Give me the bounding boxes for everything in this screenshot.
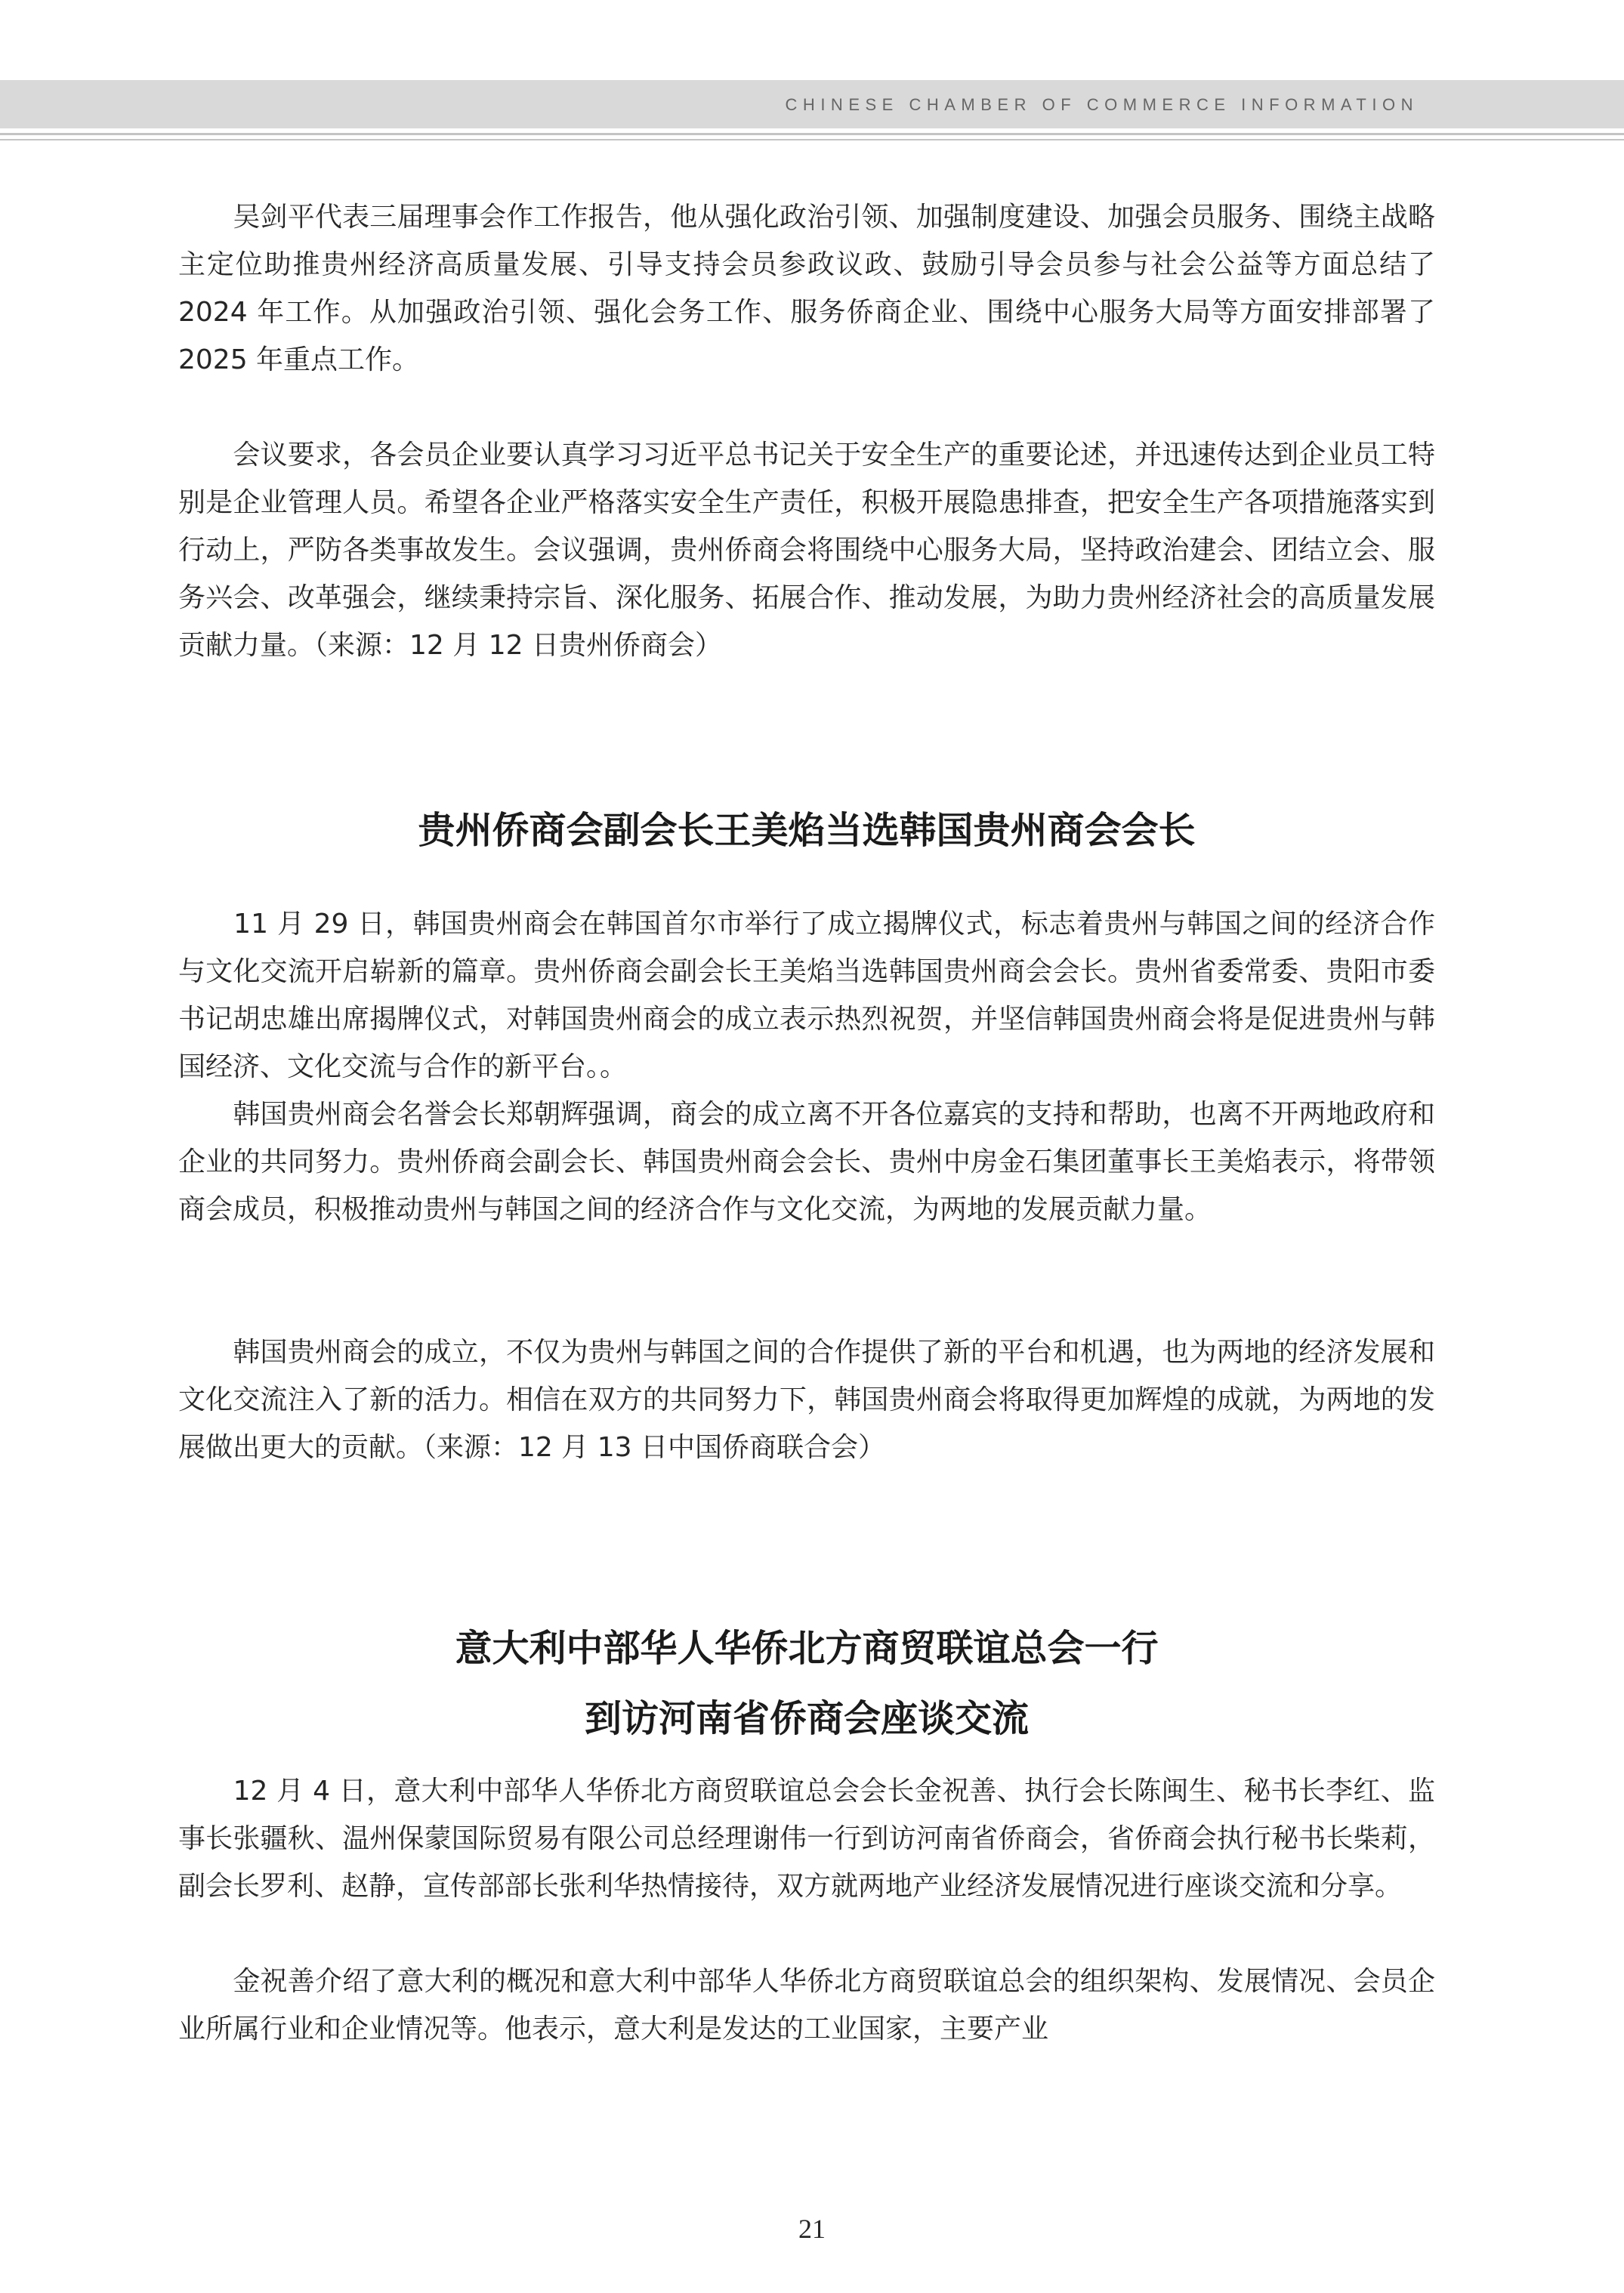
page-number: 21 [798,2214,826,2244]
paragraph: 韩国贵州商会的成立，不仅为贵州与韩国之间的合作提供了新的平台和机遇，也为两地的经济发展和文化交流注入了新的活力。相信在双方的共同努力下，韩国贵州商会将取得更加辉煌的成就，为两地的发展做出更大的贡献。（来源：12 月 13 日中国侨商联合会） [178,1337,1435,1463]
article-title-line-2: 到访河南省侨商会座谈交流 [584,1697,1029,1740]
paragraph: 韩国贵州商会名誉会长郑朝辉强调，商会的成立离不开各位嘉宾的支持和帮助，也离不开两地政府和企业的共同努力。贵州侨商会副会长、韩国贵州商会会长、贵州中房金石集团董事长王美焰表示，将带领商会成员，积极推动贵州与韩国之间的经济合作与文化交流，为两地的发展贡献力量。 [178,1099,1435,1225]
header-rule [0,133,1624,135]
paragraph: 会议要求，各会员企业要认真学习习近平总书记关于安全生产的重要论述，并迅速传达到企业员工特别是企业管理人员。希望各企业严格落实安全生产责任，积极开展隐患排查，把安全生产各项措施落实到行动上，严防各类事故发生。会议强调，贵州侨商会将围绕中心服务大局，坚持政治建会、团结立会、服务兴会、改革强会，继续秉持宗旨、深化服务、拓展合作、推动发展，为助力贵州经济社会的高质量发展贡献力量。（来源：12 月 12 日贵州侨商会） [178,440,1435,661]
paragraph: 11 月 29 日，韩国贵州商会在韩国首尔市举行了成立揭牌仪式，标志着贵州与韩国之间的经济合作与文化交流开启崭新的篇章。贵州侨商会副会长王美焰当选韩国贵州商会会长。贵州省委常委、贵阳市委书记胡忠雄出席揭牌仪式，对韩国贵州商会的成立表示热烈祝贺，并坚信韩国贵州商会将是促进贵州与韩国经济、文化交流与合作的新平台。。 [178,909,1435,1082]
article-title: 贵州侨商会副会长王美焰当选韩国贵州商会会长 [418,809,1196,852]
paragraph: 12 月 4 日，意大利中部华人华侨北方商贸联谊总会会长金祝善、执行会长陈闽生、秘书长李红、监事长张疆秋、温州保蒙国际贸易有限公司总经理谢伟一行到访河南省侨商会，省侨商会执行秘书长柴莉，副会长罗利、赵静，宣传部部长张利华热情接待，双方就两地产业经济发展情况进行座谈交流和分享。 [178,1776,1435,1902]
running-header: CHINESE CHAMBER OF COMMERCE INFORMATION [785,95,1419,114]
article-title-line-1: 意大利中部华人华侨北方商贸联谊总会一行 [455,1627,1159,1670]
paragraph: 吴剑平代表三届理事会作工作报告，他从强化政治引领、加强制度建设、加强会员服务、围绕主战略主定位助推贵州经济高质量发展、引导支持会员参政议政、鼓励引导会员参与社会公益等方面总结了 2024 年工作。从加强政治引领、强化会务工作、服务侨商企业、围绕中心服务大局等方面安排部署了 2025 年重点工作。 [178,202,1435,375]
header-rule-secondary [0,139,1624,140]
paragraph: 金祝善介绍了意大利的概况和意大利中部华人华侨北方商贸联谊总会的组织架构、发展情况、会员企业所属行业和企业情况等。他表示，意大利是发达的工业国家，主要产业 [178,1966,1435,2045]
